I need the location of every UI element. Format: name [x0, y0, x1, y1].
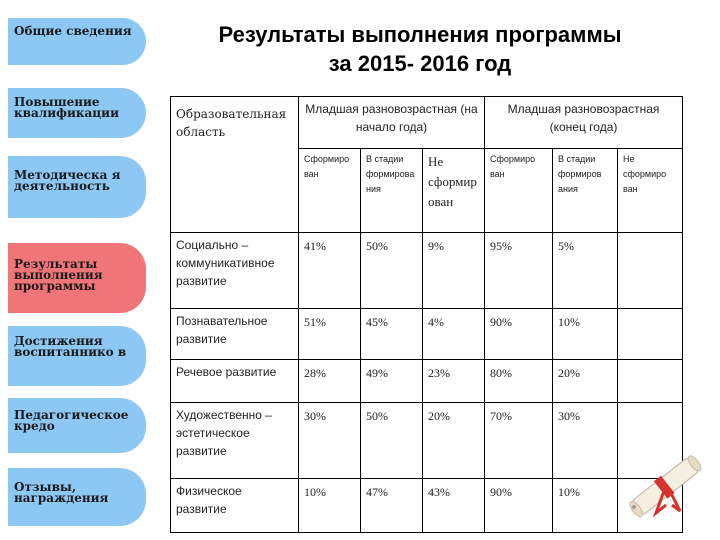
cell-value: 80%: [485, 360, 553, 403]
nav-label: Отзывы, награждения: [14, 480, 109, 505]
cell-value: 47%: [361, 479, 423, 533]
nav-label: Повышение квалификации: [14, 95, 119, 120]
subheader-forming-start: В стадии формирова ния: [361, 149, 423, 233]
nav-methodical[interactable]: [8, 156, 146, 218]
diploma-scroll-icon: [620, 447, 712, 527]
cell-value: 90%: [485, 309, 553, 360]
cell-value: [618, 309, 683, 360]
cell-value: 30%: [553, 403, 618, 479]
cell-value: 4%: [423, 309, 485, 360]
cell-value: 10%: [553, 309, 618, 360]
cell-value: 10%: [299, 479, 361, 533]
cell-value: 41%: [299, 233, 361, 309]
cell-value: 50%: [361, 403, 423, 479]
cell-value: 23%: [423, 360, 485, 403]
cell-value: 20%: [423, 403, 485, 479]
table-row: [171, 479, 683, 533]
row-area: Социально – коммуникативное развитие: [171, 233, 299, 309]
cell-value: 49%: [361, 360, 423, 403]
row-area: Речевое развитие: [171, 360, 299, 403]
cell-value: 20%: [553, 360, 618, 403]
cell-value: [618, 360, 683, 403]
subheader-not-formed-end: Не сформиро ван: [618, 149, 683, 233]
cell-value: 51%: [299, 309, 361, 360]
cell-value: 70%: [485, 403, 553, 479]
cell-value: 9%: [423, 233, 485, 309]
table-row: [171, 403, 683, 479]
cell-value: 95%: [485, 233, 553, 309]
nav-reviews-awards[interactable]: [8, 468, 146, 526]
subheader-formed-start: Сформиро ван: [299, 149, 361, 233]
cell-value: 28%: [299, 360, 361, 403]
title-line-2: за 2015- 2016 год: [328, 51, 512, 76]
nav-general-info[interactable]: [8, 18, 146, 65]
cell-value: 90%: [485, 479, 553, 533]
table-row: [171, 309, 683, 360]
cell-value: 50%: [361, 233, 423, 309]
header-group-end: Младшая разновозрастная (конец года): [485, 97, 683, 149]
nav-label: Методическа я деятельность: [14, 168, 121, 193]
nav-program-results[interactable]: [8, 243, 146, 313]
subheader-formed-end: Сформиро ван: [485, 149, 553, 233]
page-title: [160, 20, 680, 78]
nav-qualification[interactable]: [8, 88, 146, 138]
nav-label: Педагогическое кредо: [14, 408, 129, 433]
cell-value: 43%: [423, 479, 485, 533]
nav-pedagogical-credo[interactable]: [8, 398, 146, 453]
subheader-not-formed-start: Не сформир ован: [423, 149, 485, 233]
row-area: Познавательное развитие: [171, 309, 299, 360]
cell-value: 30%: [299, 403, 361, 479]
subheader-forming-end: В стадии формиров ания: [553, 149, 618, 233]
cell-value: 10%: [553, 479, 618, 533]
row-area: Художественно – эстетическое развитие: [171, 403, 299, 479]
header-area: Образовательная область: [171, 97, 299, 233]
nav-achievements[interactable]: [8, 326, 146, 386]
row-area: Физическое развитие: [171, 479, 299, 533]
table-row: [171, 233, 683, 309]
nav-label: Достижения воспитаннико в: [14, 334, 127, 359]
table-row: [171, 360, 683, 403]
nav-label: Общие сведения: [14, 24, 132, 38]
title-line-1: Результаты выполнения программы: [218, 22, 622, 47]
cell-value: [618, 233, 683, 309]
header-group-start: Младшая разновозрастная (на начало года): [299, 97, 485, 149]
cell-value: 5%: [553, 233, 618, 309]
results-table: [170, 96, 683, 533]
cell-value: 45%: [361, 309, 423, 360]
nav-label: Результаты выполнения программы: [14, 257, 103, 293]
